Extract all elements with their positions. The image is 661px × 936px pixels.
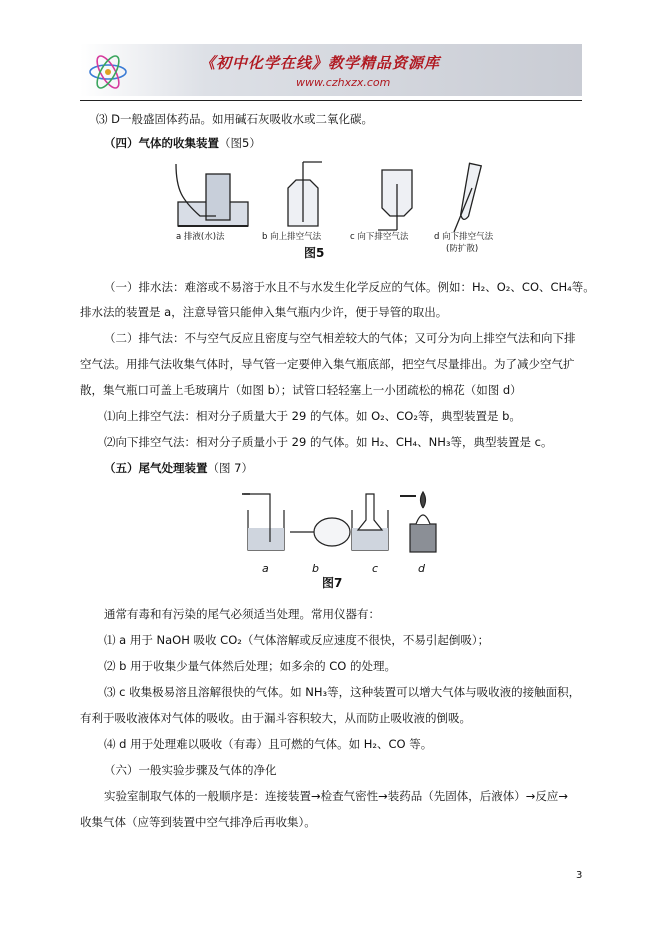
apparatus-d <box>400 492 436 552</box>
apparatus-c <box>378 170 412 230</box>
apparatus-d <box>454 163 481 232</box>
apparatus-a <box>242 494 284 550</box>
page-number: 3 <box>576 870 583 881</box>
paragraph: （一）排水法：难溶或不易溶于水且不与水发生化学反应的气体。例如：H₂、O₂、CO、CH₄等。 <box>104 280 595 294</box>
paragraph: （二）排气法：不与空气反应且密度与空气相差较大的气体；又可分为向上排空气法和向下排 <box>104 331 576 345</box>
paragraph: 排水法的装置是 a，注意导管只能伸入集气瓶内少许，便于导管的取出。 <box>80 305 448 319</box>
paragraph: ⑴向上排空气法：相对分子质量大于 29 的气体。如 O₂、CO₂等，典型装置是 b。 <box>104 409 521 423</box>
figure-caption: 图7 <box>322 576 343 590</box>
figure-ref: （图5） <box>219 136 261 150</box>
section-title: （五）尾气处理装置 <box>104 461 208 475</box>
figure-label-note: (防扩散) <box>446 244 479 254</box>
header-divider <box>80 100 582 101</box>
header-url[interactable]: www.czhxzx.com <box>296 76 391 89</box>
paragraph: 通常有毒和有污染的尾气必须适当处理。常用仪器有： <box>104 607 380 621</box>
section-heading <box>104 136 261 150</box>
section-title: （四）气体的收集装置 <box>104 136 219 150</box>
paragraph: ⑴ a 用于 NaOH 吸收 CO₂（气体溶解或反应速度不很快，不易引起倒吸）； <box>104 633 490 647</box>
figure-label: d <box>418 562 425 575</box>
apparatus-c <box>352 494 388 550</box>
figure-label: a <box>262 562 269 575</box>
paragraph: 收集气体（应等到装置中空气排净后再收集）。 <box>80 815 316 829</box>
paragraph: ⑶ c 收集极易溶且溶解很快的气体。如 NH₃等，这种装置可以增大气体与吸收液的接触面积， <box>104 685 581 699</box>
figure-label: b <box>312 562 319 575</box>
header-title: 《初中化学在线》教学精品资源库 <box>200 54 441 72</box>
paragraph: 实验室制取气体的一般顺序是：连接装置→检查气密性→装药品（先固体，后液体）→反应→ <box>104 789 569 803</box>
paragraph: ⑵向下排空气法：相对分子质量小于 29 的气体。如 H₂、CH₄、NH₃等，典型装置是 c。 <box>104 435 553 449</box>
figure-ref: （图 7） <box>207 461 253 475</box>
paragraph: ⑵ b 用于收集少量气体然后处理；如多余的 CO 的处理。 <box>104 659 397 673</box>
paragraph: 有利于吸收液体对气体的吸收。由于漏斗容积较大，从而防止吸收液的倒吸。 <box>80 711 471 725</box>
figure-label: c <box>372 562 379 575</box>
apparatus-b <box>290 518 350 546</box>
paragraph: ⑷ d 用于处理难以吸收（有毒）且可燃的气体。如 H₂、CO 等。 <box>104 737 433 751</box>
apparatus-b <box>288 162 322 226</box>
paragraph: ⑶ D一般盛固体药品。如用碱石灰吸收水或二氧化碳。 <box>96 112 374 126</box>
figure-label: d 向下排空气法 <box>434 232 494 242</box>
atom-logo-icon <box>86 50 130 94</box>
paragraph: 空气法。用排气法收集气体时，导气管一定要伸入集气瓶底部，把空气尽量排出。为了减少空气扩 <box>80 357 575 371</box>
section-heading <box>104 461 253 475</box>
figure-caption: 图5 <box>304 246 325 260</box>
section-title: （六）一般实验步骤及气体的净化 <box>104 763 277 777</box>
figure-label: a 排液(水)法 <box>176 232 225 242</box>
apparatus-a <box>176 164 248 226</box>
figure-7 <box>240 488 450 558</box>
figure-label: c 向下排空气法 <box>350 232 409 242</box>
paragraph: 散，集气瓶口可盖上毛玻璃片（如图 b）；试管口轻轻塞上一小团疏松的棉花（如图 d） <box>80 383 522 397</box>
figure-label: b 向上排空气法 <box>262 232 322 242</box>
